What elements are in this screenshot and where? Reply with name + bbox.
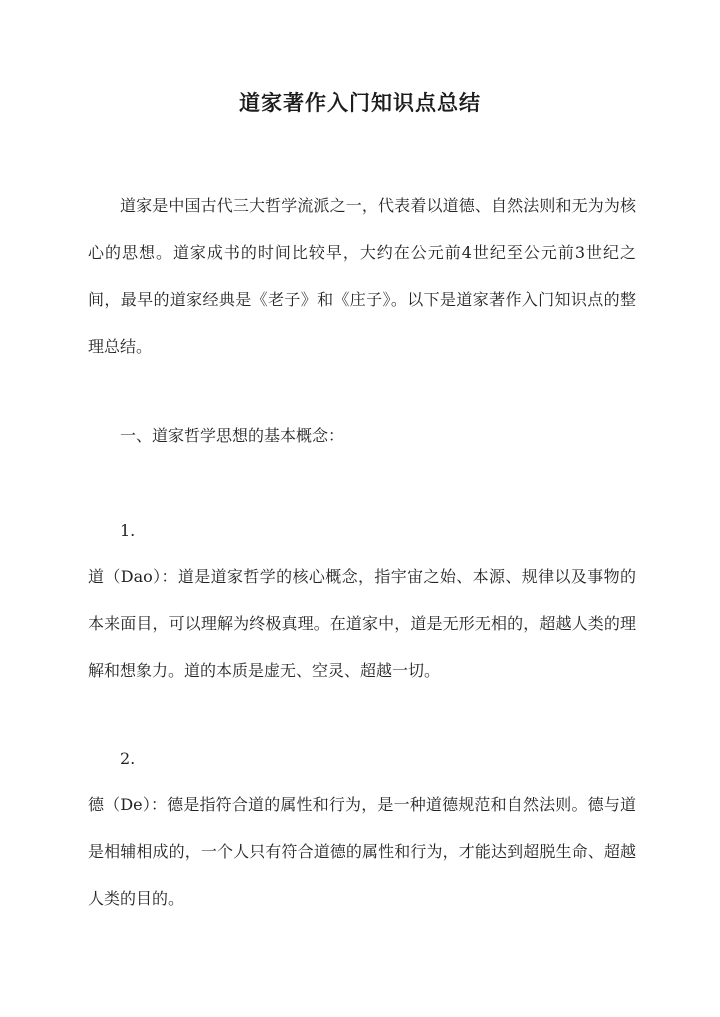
item-paragraph-de: 德（De）：德是指符合道的属性和行为，是一种道德规范和自然法则。德与道是相辅相成的，一个人只有符合道德的属性和行为，才能达到超脱生命、超越人类的目的。: [88, 795, 636, 908]
intro-paragraph: 道家是中国古代三大哲学流派之一，代表着以道德、自然法则和无为为核心的思想。道家成书的时间比较早，大约在公元前4世纪至公元前3世纪之间，最早的道家经典是《老子》和《庄子》。以下是道家著作入门知识点的整理总结。: [88, 196, 636, 356]
document-title: 道家著作入门知识点总结: [239, 90, 481, 115]
item-paragraph-dao: 道（Dao）：道是道家哲学的核心概念，指宇宙之始、本源、规律以及事物的本来面目，可以理解为终极真理。在道家中，道是无形无相的，超越人类的理解和想象力。道的本质是虚无、空灵、超越一切。: [88, 567, 636, 680]
item-number: 1.: [120, 521, 136, 540]
section-heading: 一、道家哲学思想的基本概念：: [120, 426, 345, 445]
item-number: 2.: [120, 749, 136, 768]
